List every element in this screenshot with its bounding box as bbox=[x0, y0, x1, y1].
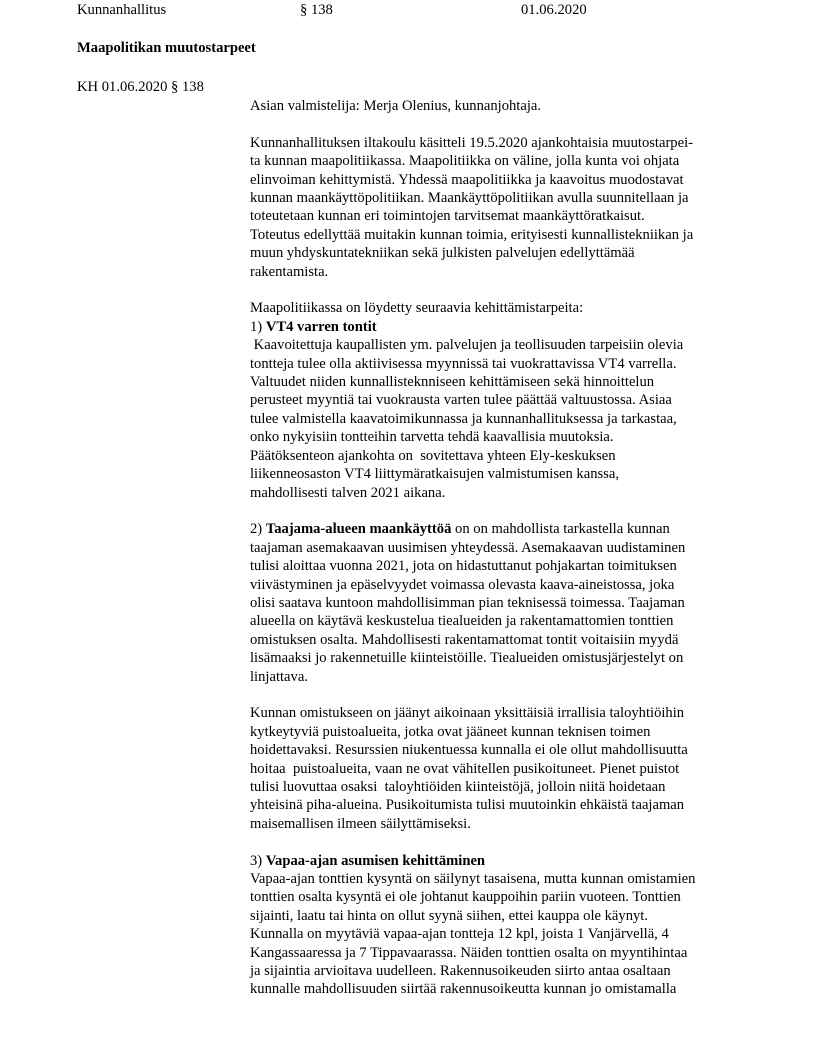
document-body bbox=[250, 97, 746, 999]
item-line: olisi saatava kuntoon mahdollisimman pian teknisessä toimessa. Taajaman bbox=[250, 594, 685, 611]
header-organization: Kunnanhallitus bbox=[77, 2, 167, 18]
item-heading-line bbox=[250, 318, 746, 336]
item-line: sijainti, laatu tai hinta on ollut syynä siihen, ettei kauppa ole käynyt. bbox=[250, 907, 649, 924]
item-line: Päätöksenteon ajankohta on sovitettava yhteen Ely-keskuksen bbox=[250, 447, 616, 464]
item-vt4-tontit bbox=[250, 318, 746, 502]
item-heading-line bbox=[250, 520, 746, 538]
item-line: liikenneosaston VT4 liittymäratkaisujen valmistumisen kanssa, bbox=[250, 466, 619, 483]
intro-line: muun yhdyskuntatekniikan sekä julkisten palvelujen edellyttämää bbox=[250, 245, 635, 262]
item-line: taajaman asemakaavan uusimisen yhteydessä. Asemakaavan uudistaminen bbox=[250, 539, 686, 556]
intro-paragraph bbox=[250, 134, 746, 281]
intro-line: elinvoiman kehittymistä. Yhdessä maapolitiikka ja kaavoitus muodostavat bbox=[250, 171, 684, 188]
intro-line: Toteutus edellyttää muitakin kunnan toimia, erityisesti kunnallistekniikan ja bbox=[250, 226, 694, 243]
parks-line: kytkeytyviä puistoalueita, jotka ovat jääneet kunnan teknisen toimen bbox=[250, 723, 651, 740]
item-line: tulee valmistella kaavatoimikunnassa ja kunnanhallituksessa ja tarkastaa, bbox=[250, 410, 677, 427]
item-line: kunnalle mahdollisuuden siirtää rakennusoikeutta kunnan jo omistamalla bbox=[250, 981, 677, 998]
item-line: tulisi aloittaa vuonna 2021, jota on hidastuttanut pohjakartan toimituksen bbox=[250, 558, 677, 575]
item-line: mahdollisesti talven 2021 aikana. bbox=[250, 484, 446, 501]
parks-line: Kunnan omistukseen on jäänyt aikoinaan yksittäisiä irrallisia taloyhtiöihin bbox=[250, 705, 685, 722]
item-line: Valtuudet niiden kunnallisteknniseen kehittämiseen sekä hinnoittelun bbox=[250, 374, 655, 391]
item-number: 1) bbox=[250, 318, 263, 335]
preparer-line: Asian valmistelija: Merja Olenius, kunnanjohtaja. bbox=[250, 98, 541, 114]
item-number: 3) bbox=[250, 852, 263, 869]
item-line: tontteja tulee olla aktiivisessa myynnissä tai vuokrattavissa VT4 varrella. bbox=[250, 355, 677, 372]
item-line: viivästyminen ja epäselvyydet voimassa olevasta kaava-aineistossa, joka bbox=[250, 576, 675, 593]
item-taajama-maankaytto bbox=[250, 520, 746, 686]
intro-line: ta kunnan maapolitiikassa. Maapolitiikka on väline, jolla kunta voi ohjata bbox=[250, 153, 680, 170]
item-heading-line bbox=[250, 852, 746, 870]
item-heading: Vapaa-ajan asumisen kehittäminen bbox=[265, 852, 486, 869]
item-line: ja sijaintia arvioitava uudelleen. Rakennusoikeuden siirto antaa osaltaan bbox=[250, 963, 671, 980]
needs-intro: Maapolitiikassa on löydetty seuraavia kehittämistarpeita: bbox=[250, 300, 584, 317]
parks-line: yhteisinä piha-alueina. Pusikoitumista tulisi muutoinkin ehkäistä taajaman bbox=[250, 797, 685, 814]
item-heading: VT4 varren tontit bbox=[265, 318, 377, 335]
item-heading-rest: on on mahdollista tarkastella kunnan bbox=[451, 521, 670, 538]
header-date: 01.06.2020 bbox=[521, 2, 587, 18]
header-section-number: § 138 bbox=[300, 2, 333, 18]
item-vapaa-ajan-asuminen bbox=[250, 852, 746, 999]
item-line: onko nykyisiin tontteihin tarvetta tehdä kaavallisia muutoksia. bbox=[250, 429, 614, 446]
parks-paragraph bbox=[250, 704, 746, 833]
intro-line: rakentamista. bbox=[250, 263, 329, 280]
item-line: Vapaa-ajan tonttien kysyntä on säilynyt tasaisena, mutta kunnan omistamien bbox=[250, 870, 696, 887]
intro-line: kunnan maankäyttöpolitiikan. Maankäyttöpolitiikan avulla suunnitellaan ja bbox=[250, 190, 689, 207]
intro-line: toteutetaan kunnan eri toimintojen tarvitsemat maankäyttöratkaisut. bbox=[250, 208, 645, 225]
item-line: omistuksen osalta. Mahdollisesti rakentamattomat tontit voitaisiin myydä bbox=[250, 631, 679, 648]
item-line: lisämaaksi jo rakennetuille kiinteistöille. Tiealueiden omistusjärjestelyt on bbox=[250, 650, 684, 667]
parks-line: hoitaa puistoalueita, vaan ne ovat vähitellen pusikoituneet. Pienet puistot bbox=[250, 760, 680, 777]
item-line: Kunnalla on myytäviä vapaa-ajan tontteja 12 kpl, joista 1 Vanjärvellä, 4 bbox=[250, 926, 669, 943]
item-line: perusteet myyntiä tai vuokrausta varten tulee päättää valtuustossa. Asiaa bbox=[250, 392, 672, 409]
item-number: 2) bbox=[250, 521, 263, 538]
item-line: Kaavoitettuja kaupallisten ym. palvelujen ja teollisuuden tarpeisiin olevia bbox=[250, 337, 684, 354]
item-heading: Taajama-alueen maankäyttöä bbox=[265, 521, 452, 538]
document-title: Maapolitikan muutostarpeet bbox=[77, 40, 256, 56]
item-line: alueella on käytävä keskustelua tiealueiden ja rakentamattomien tonttien bbox=[250, 613, 674, 630]
intro-line: Kunnanhallituksen iltakoulu käsitteli 19.5.2020 ajankohtaisia muutostarpei- bbox=[250, 134, 694, 151]
item-line: linjattava. bbox=[250, 668, 308, 685]
meeting-reference: KH 01.06.2020 § 138 bbox=[77, 79, 204, 95]
parks-line: maisemallisen ilmeen säilyttämiseksi. bbox=[250, 815, 471, 832]
item-line: Kangassaaressa ja 7 Tippavaarassa. Näiden tonttien osalta on myyntihintaa bbox=[250, 944, 688, 961]
parks-line: hoidettavaksi. Resurssien niukentuessa kunnalla ei ole ollut mahdollisuutta bbox=[250, 742, 688, 759]
parks-line: tulisi luovuttaa osaksi taloyhtiöiden kiinteistöjä, jolloin niitä hoidetaan bbox=[250, 778, 666, 795]
item-line: tonttien osalta kysyntä ei ole johtanut kauppoihin pariin vuoteen. Tonttien bbox=[250, 889, 681, 906]
